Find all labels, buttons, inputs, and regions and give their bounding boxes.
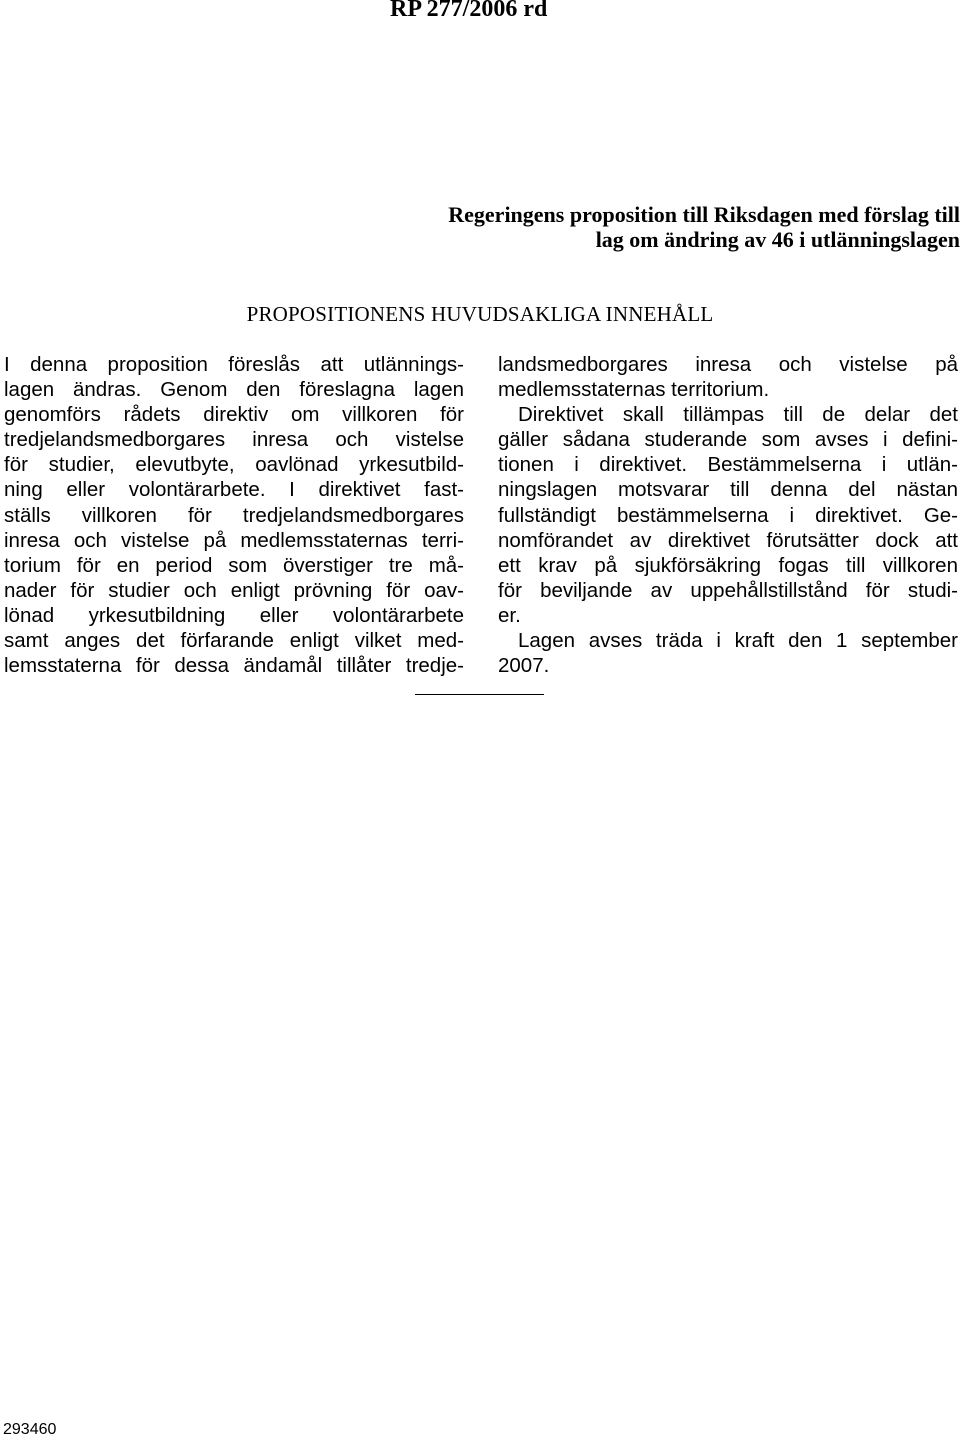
text-line: torium för en period som överstiger tre må-	[4, 553, 464, 577]
text-line: för beviljande av uppehållstillstånd för studi-	[498, 578, 958, 602]
text-line: fullständigt bestämmelserna i direktivet. Ge-	[498, 503, 958, 527]
proposition-title	[352, 202, 960, 252]
text-line: genomförs rådets direktiv om villkoren för	[4, 403, 464, 427]
text-line: inresa och vistelse på medlemsstaternas terri-	[4, 528, 464, 552]
text-line: I denna proposition föreslås att utlännings-	[4, 353, 464, 376]
text-column-right	[498, 352, 958, 678]
text-line: samt anges det förfarande enligt vilket med-	[4, 629, 464, 653]
text-line: Lagen avses träda i kraft den 1 september	[518, 629, 958, 653]
title-line-2: lag om ändring av 46 i utlänningslagen	[595, 227, 960, 252]
text-line: 2007.	[498, 654, 550, 678]
end-of-text-rule	[415, 694, 544, 695]
footer-code: 293460	[3, 1421, 57, 1438]
text-line: er.	[498, 603, 521, 627]
text-line: lemsstaterna för dessa ändamål tillåter tredje-	[4, 654, 464, 678]
text-line: ställs villkoren för tredjelandsmedborgares	[4, 503, 464, 527]
text-line: nomförandet av direktivet förutsätter dock att	[498, 528, 958, 552]
text-line: tionen i direktivet. Bestämmelserna i utlän-	[498, 453, 958, 477]
text-line: landsmedborgares inresa och vistelse på	[498, 353, 958, 376]
text-line: tredjelandsmedborgares inresa och vistelse	[4, 428, 464, 452]
text-line: nader för studier och enligt prövning för oav-	[4, 578, 464, 602]
text-column-left	[4, 352, 464, 678]
text-line: ett krav på sjukförsäkring fogas till villkoren	[498, 553, 958, 577]
title-line-1: Regeringens proposition till Riksdagen med förslag till	[448, 202, 960, 227]
text-line: Direktivet skall tillämpas till de delar det	[518, 403, 958, 427]
text-line: lagen ändras. Genom den föreslagna lagen	[4, 378, 464, 402]
section-heading: PROPOSITIONENS HUVUDSAKLIGA INNEHÅLL	[246, 302, 714, 326]
text-line: för studier, elevutbyte, oavlönad yrkesutbild-	[4, 453, 464, 477]
text-line: medlemsstaternas territorium.	[498, 378, 770, 402]
document-number: RP 277/2006 rd	[390, 0, 548, 22]
text-line: ningslagen motsvarar till denna del nästan	[498, 478, 958, 502]
text-line: lönad yrkesutbildning eller volontärarbete	[4, 603, 464, 627]
text-line: gäller sådana studerande som avses i defini-	[498, 428, 958, 452]
text-line: ning eller volontärarbete. I direktivet fast-	[4, 478, 464, 502]
